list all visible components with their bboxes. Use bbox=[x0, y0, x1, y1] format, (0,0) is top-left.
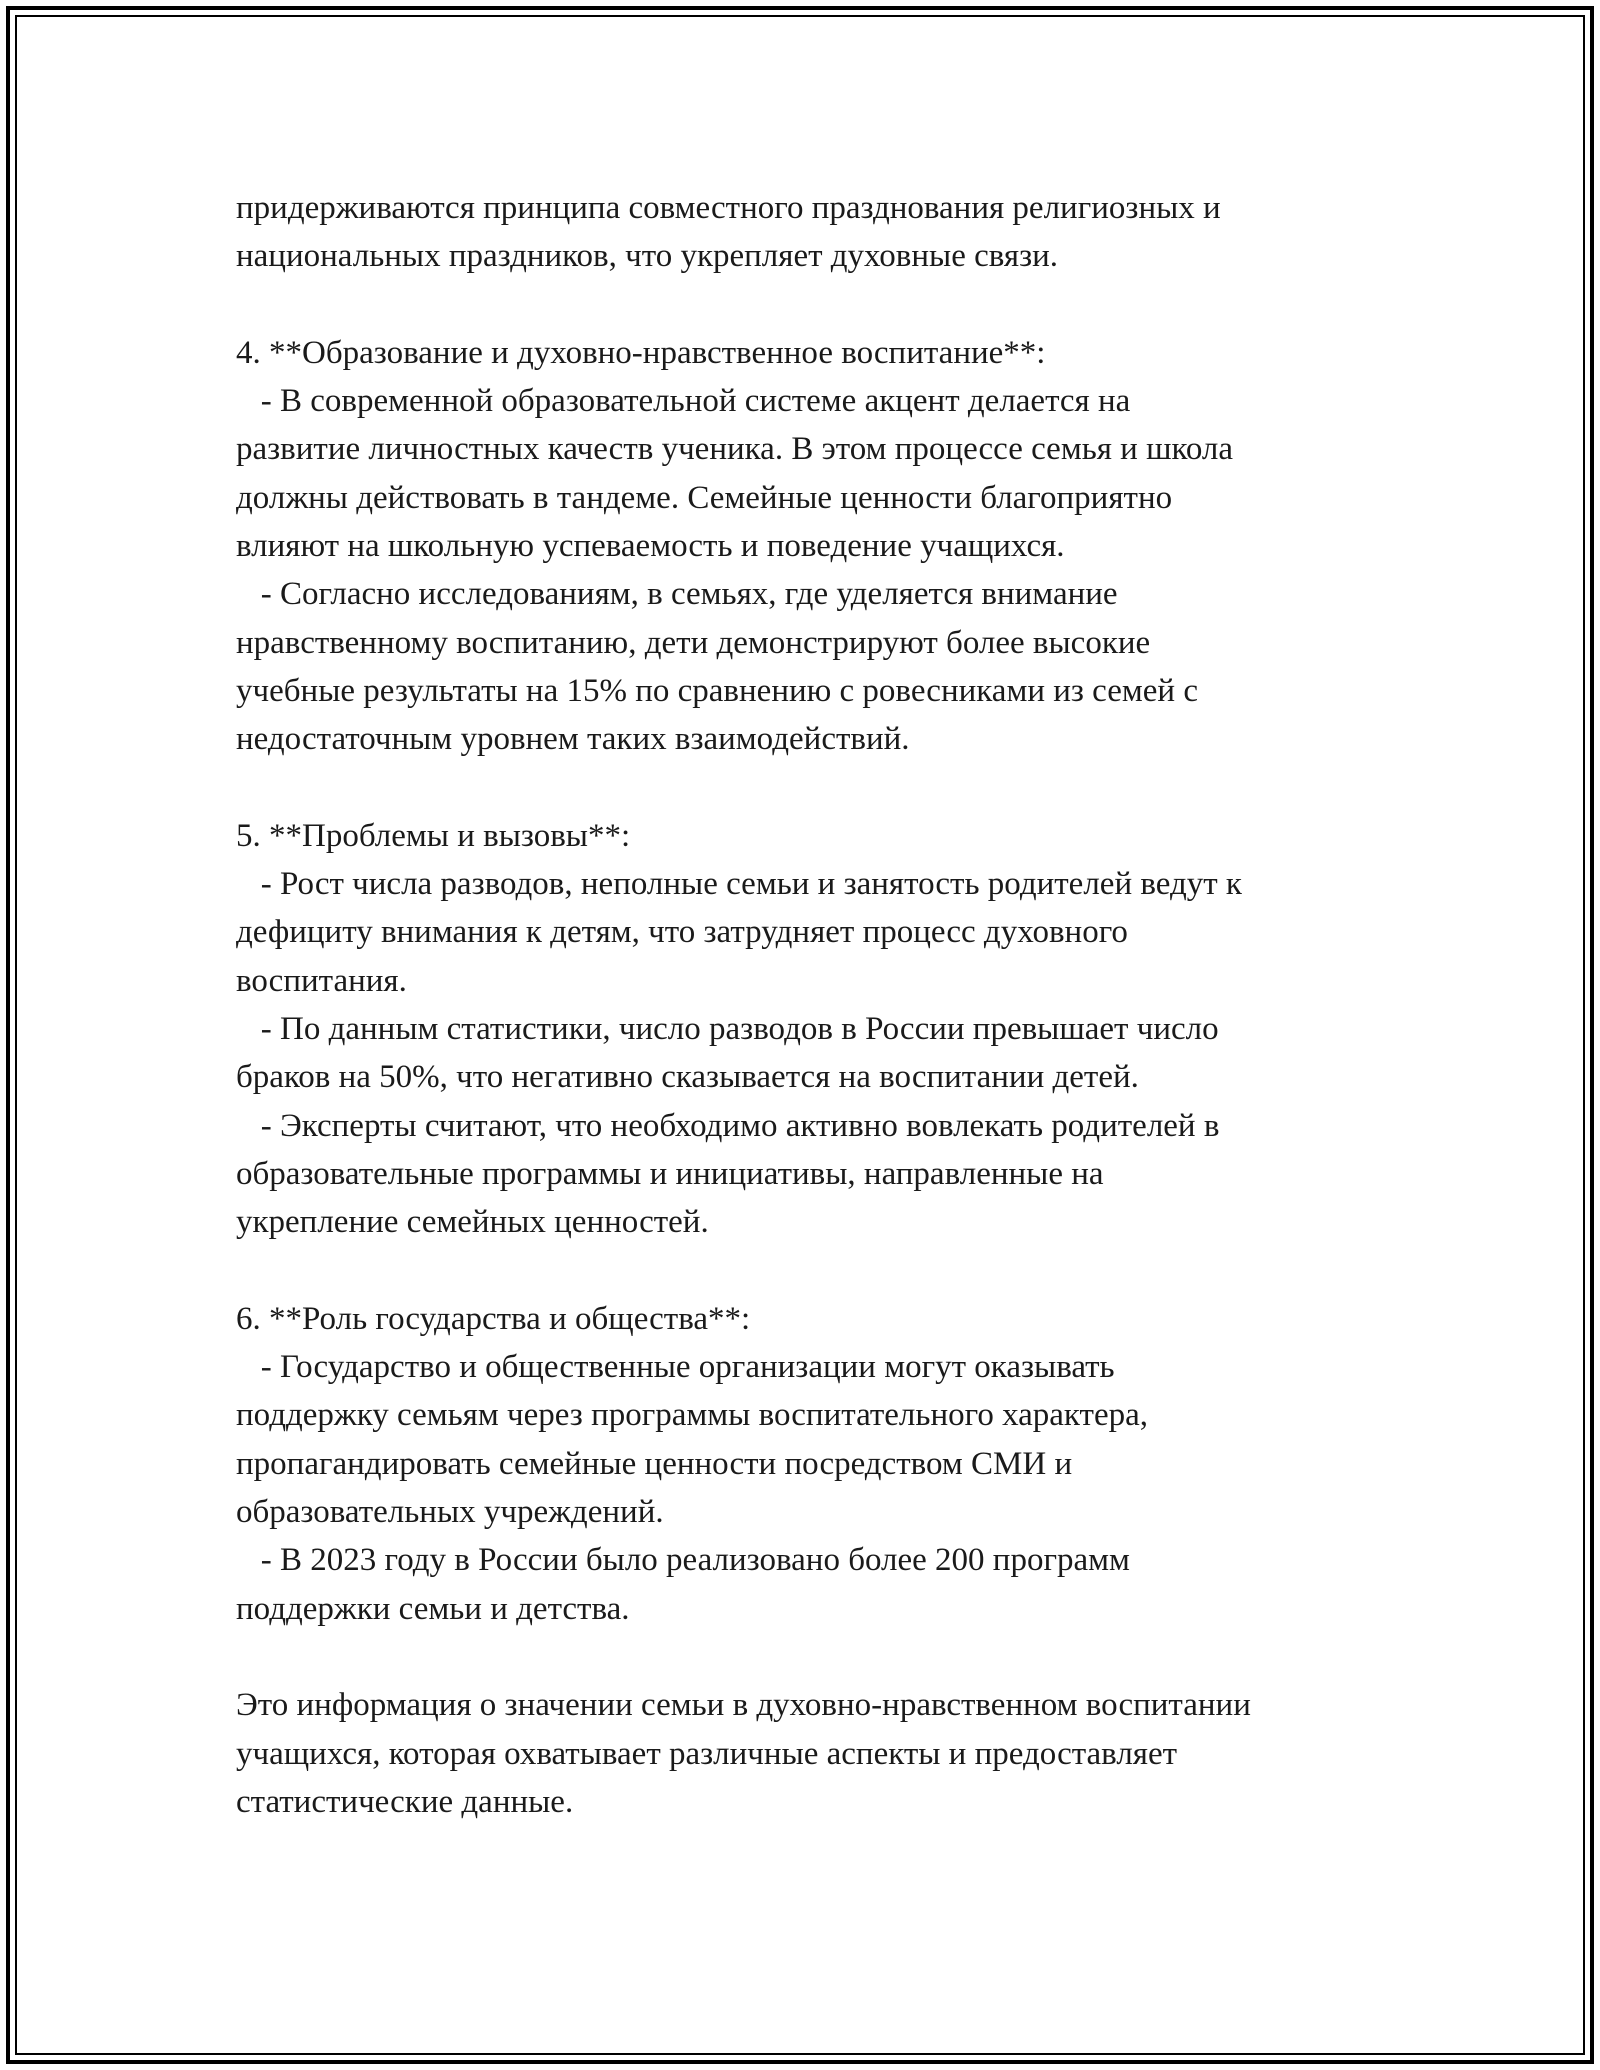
text-line: - По данным статистики, число разводов в России превышает число bbox=[236, 1011, 1219, 1048]
text-line: образовательных учреждений. bbox=[236, 1494, 664, 1531]
text-line bbox=[236, 1633, 1406, 1681]
text-line: поддержку семьям через программы воспитательного характера, bbox=[236, 1397, 1148, 1434]
text-line: - В современной образовательной системе акцент делается на bbox=[236, 383, 1131, 420]
text-line: должны действовать в тандеме. Семейные ценности благоприятно bbox=[236, 479, 1173, 516]
text-line: 6. **Роль государства и общества**: bbox=[236, 1300, 751, 1337]
text-line: образовательные программы и инициативы, направленные на bbox=[236, 1155, 1104, 1192]
text-line bbox=[236, 1247, 1406, 1295]
text-line: учащихся, которая охватывает различные аспекты и предоставляет bbox=[236, 1735, 1178, 1772]
text-line: - Эксперты считают, что необходимо активно вовлекать родителей в bbox=[236, 1107, 1220, 1144]
text-line: 4. **Образование и духовно-нравственное воспитание**: bbox=[236, 334, 1046, 371]
text-line: 5. **Проблемы и вызовы**: bbox=[236, 817, 631, 854]
text-line: пропагандировать семейные ценности посредством СМИ и bbox=[236, 1445, 1073, 1482]
text-line: - Государство и общественные организации могут оказывать bbox=[236, 1349, 1115, 1386]
text-line: поддержки семьи и детства. bbox=[236, 1590, 630, 1627]
text-line: статистические данные. bbox=[236, 1783, 574, 1820]
text-line bbox=[236, 764, 1406, 812]
text-line: Это информация о значении семьи в духовно-нравственном воспитании bbox=[236, 1687, 1251, 1724]
text-line: национальных праздников, что укрепляет духовные связи. bbox=[236, 238, 1059, 275]
text-line: дефициту внимания к детям, что затрудняет процесс духовного bbox=[236, 914, 1128, 951]
text-line: воспитания. bbox=[236, 962, 407, 999]
text-line: развитие личностных качеств ученика. В этом процессе семья и школа bbox=[236, 431, 1234, 468]
text-line: - Согласно исследованиям, в семьях, где уделяется внимание bbox=[236, 576, 1118, 613]
text-line: нравственному воспитанию, дети демонстрируют более высокие bbox=[236, 624, 1151, 661]
text-line: придерживаются принципа совместного празднования религиозных и bbox=[236, 190, 1221, 226]
text-line: - Рост числа разводов, неполные семьи и занятость родителей ведут к bbox=[236, 866, 1242, 903]
text-line: укрепление семейных ценностей. bbox=[236, 1204, 709, 1241]
document-body bbox=[236, 184, 1406, 1826]
text-line: учебные результаты на 15% по сравнению с ровесниками из семей с bbox=[236, 672, 1198, 709]
text-line: влияют на школьную успеваемость и поведение учащихся. bbox=[236, 528, 1065, 565]
text-line: недостаточным уровнем таких взаимодействий. bbox=[236, 721, 910, 758]
text-line: браков на 50%, что негативно сказывается на воспитании детей. bbox=[236, 1059, 1139, 1096]
text-line: - В 2023 году в России было реализовано более 200 программ bbox=[236, 1542, 1130, 1579]
text-line bbox=[236, 281, 1406, 329]
